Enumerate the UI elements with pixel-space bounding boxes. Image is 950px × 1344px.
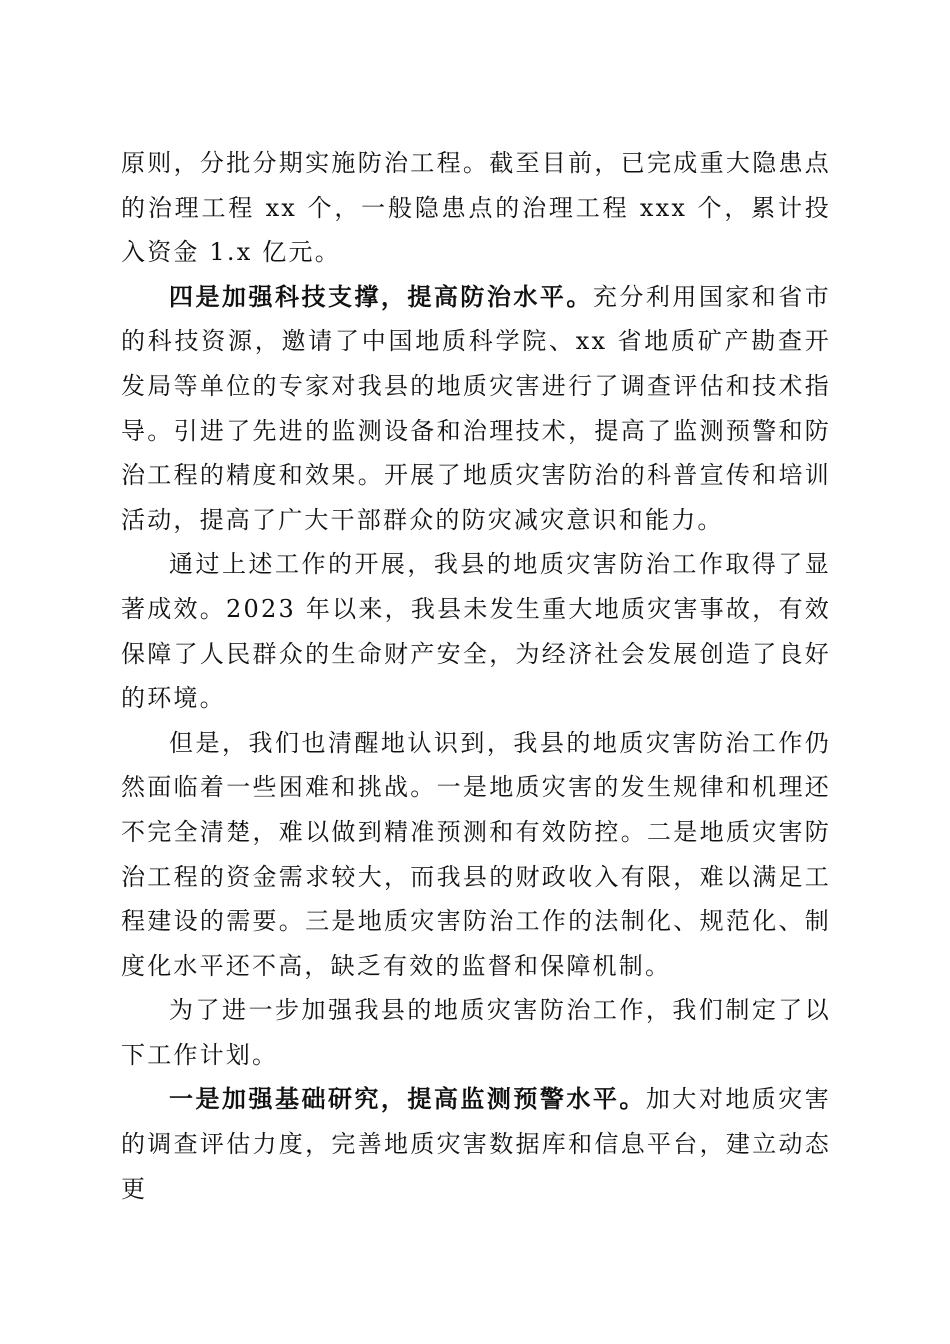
paragraph-text: 原则，分批分期实施防治工程。截至目前，已完成重大隐患点的治理工程 xx 个，一般隐患点的治理工程 xxx 个，累计投入资金 1.x 亿元。 <box>121 149 831 267</box>
paragraph-tech-support <box>121 275 831 543</box>
paragraph-text: 但是，我们也清醒地认识到，我县的地质灾害防治工作仍然面临着一些困难和挑战。一是地质灾害的发生规律和机理还不完全清楚，难以做到精准预测和有效防控。二是地质灾害防治工程的资金需求较大，而我县的财政收入有限，难以满足工程建设的需要。三是地质灾害防治工作的法制化、规范化、制度化水平还不高，缺乏有效的监督和保障机制。 <box>121 728 831 980</box>
paragraph-challenges <box>121 721 831 989</box>
paragraph-results <box>121 542 831 720</box>
paragraph-text: 通过上述工作的开展，我县的地质灾害防治工作取得了显著成效。2023 年以来，我县未发生重大地质灾害事故，有效保障了人民群众的生命财产安全，为经济社会发展创造了良好的环境。 <box>121 550 831 713</box>
paragraph-text: 加大对地质灾害的调查评估力度，完善地质灾害数据库和信息平台，建立动态更 <box>121 1085 831 1203</box>
paragraph-continuation <box>121 141 831 275</box>
paragraph-text: 为了进一步加强我县的地质灾害防治工作，我们制定了以下工作计划。 <box>121 996 831 1069</box>
paragraph-heading: 一是加强基础研究，提高监测预警水平。 <box>169 1084 646 1114</box>
paragraph-plan-intro <box>121 988 831 1077</box>
paragraph-heading: 四是加强科技支撑，提高防治水平。 <box>169 281 593 311</box>
paragraph-basic-research <box>121 1077 831 1211</box>
paragraph-text: 充分利用国家和省市的科技资源，邀请了中国地质科学院、xx 省地质矿产勘查开发局等单位的专家对我县的地质灾害进行了调查评估和技术指导。引进了先进的监测设备和治理技术，提高了监测预警和防治工程的精度和效果。开展了地质灾害防治的科普宣传和培训活动，提高了广大干部群众的防灾减灾意识和能力。 <box>121 282 831 534</box>
document-body <box>121 141 831 1211</box>
